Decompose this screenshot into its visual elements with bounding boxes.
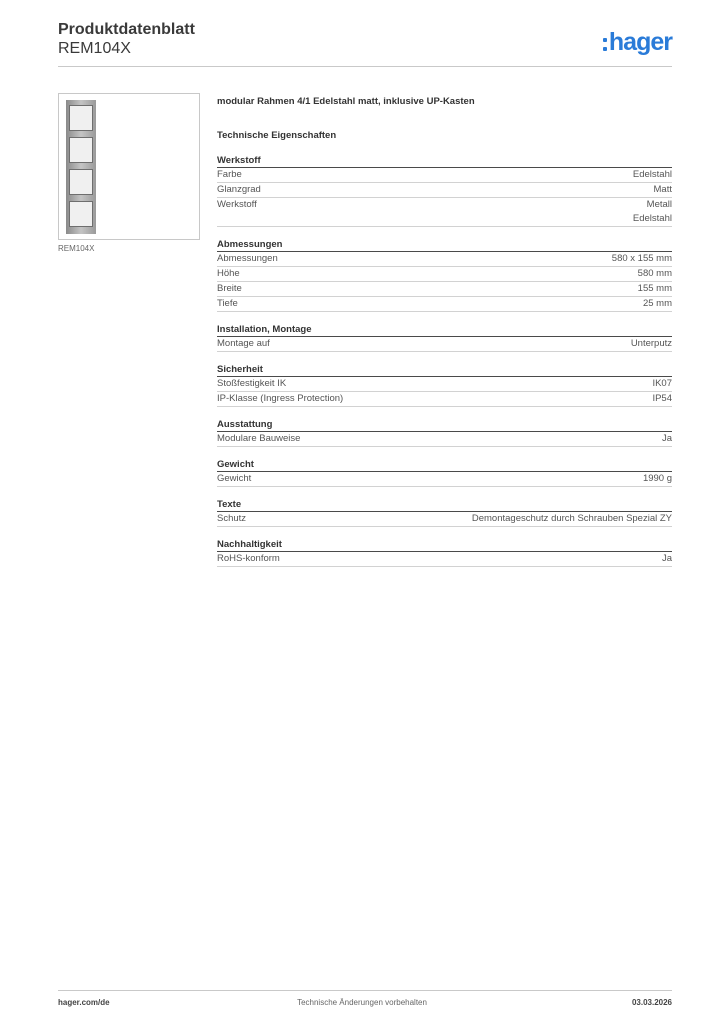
spec-label: Tiefe <box>217 298 238 309</box>
spec-label: Modulare Bauweise <box>217 433 301 444</box>
spec-content <box>217 95 672 567</box>
spec-label: Gewicht <box>217 473 252 484</box>
hager-logo <box>603 28 672 56</box>
logo-text: hager <box>608 28 672 56</box>
spec-value-line: Metall <box>646 199 672 210</box>
group-title: Abmessungen <box>217 238 672 252</box>
product-image <box>58 93 200 240</box>
spec-value: Unterputz <box>630 338 672 349</box>
frame-slot <box>69 105 93 131</box>
spec-value: Matt <box>653 184 672 195</box>
spec-value: 1990 g <box>642 473 672 484</box>
spec-label: Breite <box>217 283 242 294</box>
spec-value: Ja <box>661 553 672 564</box>
header-divider <box>58 66 672 67</box>
spec-row <box>217 337 672 352</box>
spec-label: Stoßfestigkeit IK <box>217 378 287 389</box>
spec-row <box>217 392 672 407</box>
spec-row <box>217 297 672 312</box>
spec-row <box>217 512 672 527</box>
group-title: Werkstoff <box>217 154 672 168</box>
spec-group-texte <box>217 498 672 527</box>
spec-value <box>633 198 672 226</box>
article-number: REM104X <box>58 40 131 57</box>
spec-label: Farbe <box>217 169 242 180</box>
spec-group-gewicht <box>217 458 672 487</box>
spec-value: Edelstahl <box>632 169 672 180</box>
spec-value-line: Edelstahl <box>632 213 672 224</box>
footer-divider <box>58 990 672 991</box>
spec-group-nachhaltigkeit <box>217 538 672 567</box>
spec-label: Schutz <box>217 513 247 524</box>
spec-group-ausstattung <box>217 418 672 447</box>
spec-row <box>217 183 672 198</box>
group-title: Gewicht <box>217 458 672 472</box>
spec-value: IK07 <box>652 378 672 389</box>
spec-row <box>217 252 672 267</box>
spec-label: Glanzgrad <box>217 184 261 195</box>
frame-slot <box>69 201 93 227</box>
tech-properties-heading: Technische Eigenschaften <box>217 130 337 141</box>
spec-group-abmessungen <box>217 238 672 312</box>
image-caption: REM104X <box>58 244 95 253</box>
spec-row <box>217 472 672 487</box>
spec-label: RoHS-konform <box>217 553 280 564</box>
spec-value: Ja <box>661 433 672 444</box>
spec-value: 580 mm <box>637 268 672 279</box>
document-title: Produktdatenblatt <box>58 21 195 38</box>
group-title: Ausstattung <box>217 418 672 432</box>
spec-row <box>217 267 672 282</box>
spec-row <box>217 168 672 183</box>
group-title: Installation, Montage <box>217 323 672 337</box>
group-title: Texte <box>217 498 672 512</box>
spec-value: IP54 <box>652 393 672 404</box>
spec-group-sicherheit <box>217 363 672 407</box>
spec-label: Werkstoff <box>217 199 257 210</box>
spec-row <box>217 198 672 227</box>
spec-label: Montage auf <box>217 338 270 349</box>
footer-date: 03.03.2026 <box>631 998 672 1007</box>
product-description: modular Rahmen 4/1 Edelstahl matt, inklusive UP-Kasten <box>217 96 475 107</box>
spec-label: IP-Klasse (Ingress Protection) <box>217 393 344 404</box>
footer-website: hager.com/de <box>58 998 110 1007</box>
logo-dots-icon <box>603 38 607 51</box>
spec-value: 25 mm <box>642 298 672 309</box>
spec-value: Demontageschutz durch Schrauben Spezial ZY <box>471 513 672 524</box>
footer-notice: Technische Änderungen vorbehalten <box>297 998 427 1007</box>
spec-row <box>217 282 672 297</box>
group-title: Nachhaltigkeit <box>217 538 672 552</box>
frame-slot <box>69 137 93 163</box>
spec-group-installation <box>217 323 672 352</box>
spec-label: Höhe <box>217 268 240 279</box>
spec-group-werkstoff <box>217 154 672 227</box>
spec-row <box>217 432 672 447</box>
spec-row <box>217 377 672 392</box>
spec-value: 155 mm <box>637 283 672 294</box>
spec-row <box>217 552 672 567</box>
frame-slot <box>69 169 93 195</box>
spec-value: 580 x 155 mm <box>611 253 672 264</box>
spec-label: Abmessungen <box>217 253 278 264</box>
group-title: Sicherheit <box>217 363 672 377</box>
frame-illustration <box>66 100 96 234</box>
